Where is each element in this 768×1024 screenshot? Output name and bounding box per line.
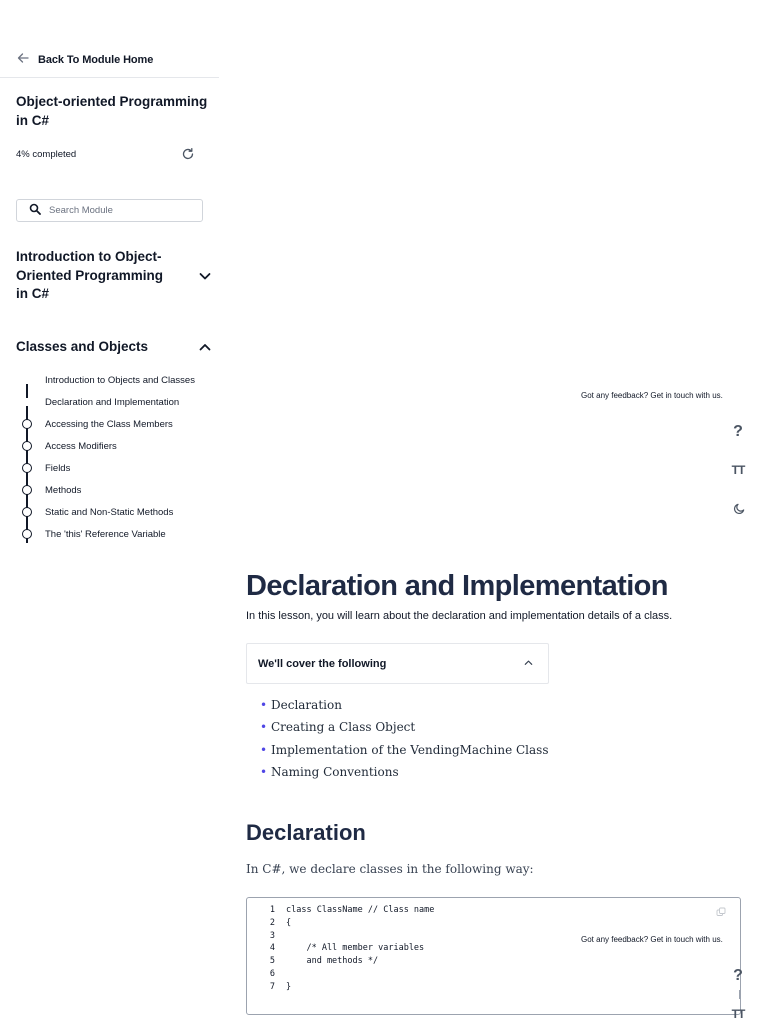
chevron-down-icon	[198, 269, 212, 283]
lesson-item-current[interactable]: Declaration and Implementation	[45, 397, 180, 408]
search-input[interactable]	[49, 205, 189, 216]
widget-separator	[739, 990, 740, 999]
feedback-link[interactable]: Got any feedback? Get in touch with us.	[581, 935, 723, 944]
section-title: Introduction to Object-Oriented Programming in C#	[16, 249, 164, 301]
toc-list	[260, 696, 549, 785]
lesson-item[interactable]: Fields	[45, 463, 71, 474]
line-number: 4	[269, 943, 275, 953]
code-text: class ClassName // Class name	[286, 905, 435, 915]
lesson-item[interactable]: Access Modifiers	[45, 441, 117, 452]
text-size-icon[interactable]: TT	[731, 463, 745, 477]
section-paragraph: In C#, we declare classes in the following way:	[246, 862, 534, 876]
lesson-status-circle	[22, 529, 32, 539]
dark-mode-moon-icon[interactable]	[731, 502, 747, 516]
section-classes-objects[interactable]	[16, 338, 212, 357]
chevron-up-icon	[198, 340, 212, 354]
copy-icon[interactable]	[716, 904, 726, 914]
arrow-left-icon	[16, 51, 30, 70]
code-text: /* All member variables	[286, 943, 425, 953]
lesson-title: Declaration and Implementation	[246, 570, 668, 602]
code-text: {	[286, 918, 292, 928]
lesson-status-circle	[22, 419, 32, 429]
lesson-status-circle	[22, 463, 32, 473]
reset-progress-icon[interactable]	[181, 147, 195, 161]
lesson-item[interactable]: Accessing the Class Members	[45, 419, 173, 430]
lesson-item[interactable]: Static and Non-Static Methods	[45, 507, 174, 518]
feedback-link[interactable]: Got any feedback? Get in touch with us.	[581, 391, 723, 400]
progress-rail	[26, 384, 28, 398]
lesson-item[interactable]: Introduction to Objects and Classes	[45, 375, 195, 386]
sidebar	[0, 0, 219, 560]
lesson-item[interactable]: The 'this' Reference Variable	[45, 529, 166, 540]
toc-item[interactable]: • Creating a Class Object	[260, 718, 549, 740]
line-number: 5	[269, 956, 275, 966]
code-text: and methods */	[286, 956, 379, 966]
code-block[interactable]	[246, 897, 741, 1015]
module-search[interactable]	[16, 199, 203, 222]
lesson-summary: In this lesson, you will learn about the declaration and implementation details of a class.	[246, 610, 673, 622]
lesson-item[interactable]: Methods	[45, 485, 82, 496]
back-to-module-label: Back To Module Home	[38, 54, 154, 66]
toc-item[interactable]: • Naming Conventions	[260, 763, 549, 785]
toc-item[interactable]: • Declaration	[260, 696, 549, 718]
back-to-module-link[interactable]	[16, 52, 153, 68]
section-heading: Declaration	[246, 820, 366, 845]
lesson-status-circle	[22, 441, 32, 451]
toc-label: We'll cover the following	[258, 657, 387, 670]
line-number: 2	[269, 918, 275, 928]
help-icon[interactable]: ?	[733, 967, 743, 984]
line-number: 1	[269, 905, 275, 915]
text-size-icon[interactable]: TT	[731, 1007, 745, 1021]
progress-text: 4% completed	[16, 149, 77, 160]
line-number: 7	[269, 982, 275, 992]
help-icon[interactable]: ?	[733, 423, 743, 440]
course-title: Object-oriented Programming in C#	[16, 94, 208, 128]
lesson-status-circle	[22, 485, 32, 495]
chevron-up-icon	[523, 655, 534, 673]
line-number: 3	[269, 931, 275, 941]
lesson-status-circle	[22, 507, 32, 517]
section-title: Classes and Objects	[16, 339, 149, 354]
toc-toggle[interactable]	[246, 643, 549, 684]
sidebar-divider	[0, 77, 219, 78]
line-number: 6	[269, 969, 275, 979]
code-text: }	[286, 982, 292, 992]
toc-item[interactable]: • Implementation of the VendingMachine Class	[260, 741, 549, 763]
search-icon	[29, 202, 41, 220]
section-intro-oop[interactable]	[16, 248, 212, 304]
